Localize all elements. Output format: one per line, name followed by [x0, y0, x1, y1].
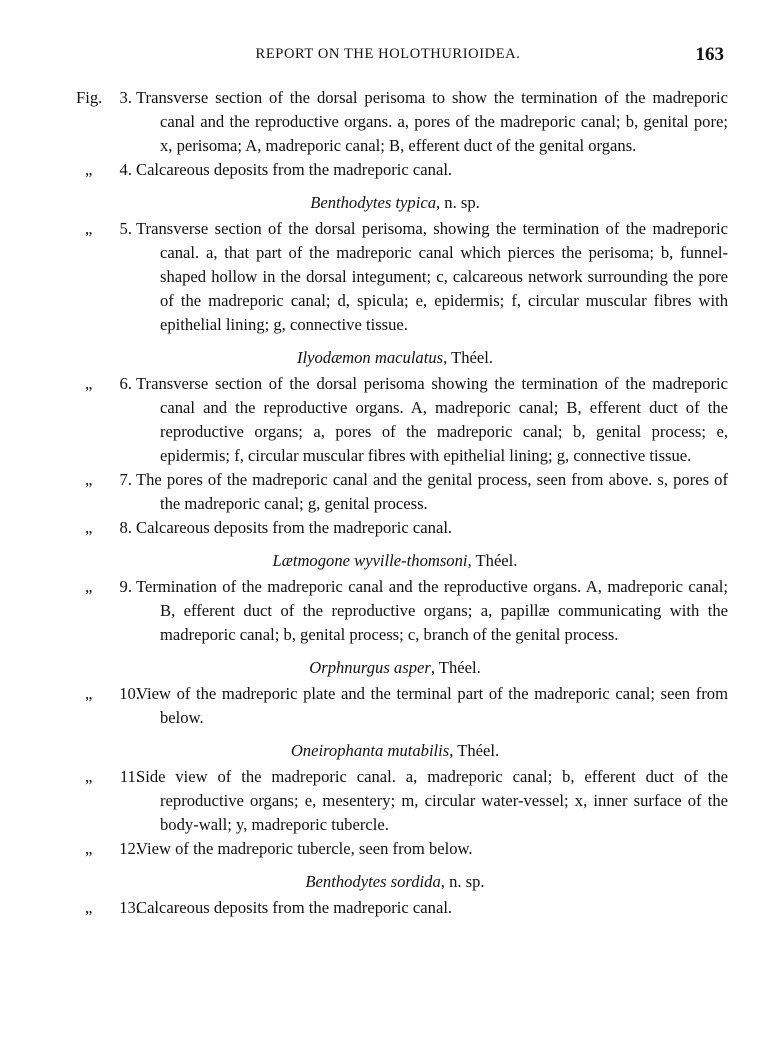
caption-text: The pores of the madreporic canal and the genital process, seen from above. s, pores of the madreporic canal; g, genital process.	[136, 470, 728, 513]
caption-number: 7.	[119, 470, 132, 489]
caption-entry	[0, 516, 728, 540]
caption-entry	[0, 575, 728, 647]
species-heading	[0, 739, 776, 763]
ditto-mark: „	[85, 839, 93, 858]
ditto-mark: „	[85, 518, 93, 537]
caption-entry	[0, 86, 728, 158]
caption-entry	[0, 217, 728, 337]
caption-number: 10.	[119, 684, 140, 703]
species-author: , n. sp.	[436, 193, 480, 212]
caption-text: Calcareous deposits from the madreporic canal.	[136, 160, 453, 179]
ditto-mark: „	[85, 577, 93, 596]
caption-text: Calcareous deposits from the madreporic canal.	[136, 518, 453, 537]
ditto-mark: „	[85, 767, 93, 786]
species-heading	[0, 870, 776, 894]
ditto-mark: „	[85, 684, 93, 703]
caption-text: Termination of the madreporic canal and the reproductive organs. A, madreporic canal; B, efferent duct of the reproductive organs; a, papillæ communicating with the madreporic canal; b, genital process; c, branch of the genital process.	[136, 577, 728, 644]
caption-entry	[0, 896, 728, 920]
ditto-mark: „	[85, 898, 93, 917]
ditto-mark: „	[85, 374, 93, 393]
caption-number: 9.	[119, 577, 132, 596]
caption-text: View of the madreporic tubercle, seen from below.	[136, 839, 473, 858]
caption-text: Side view of the madreporic canal. a, madreporic canal; b, efferent duct of the reproductive organs; e, mesentery; m, circular water-vessel; x, inner surface of the body-wall; y, madreporic tubercle.	[136, 767, 728, 834]
page-number: 163	[695, 44, 724, 65]
species-author: , Théel.	[430, 658, 481, 677]
species-author: , Théel.	[443, 348, 494, 367]
caption-text: Transverse section of the dorsal perisoma, showing the termination of the madreporic canal. a, that part of the madreporic canal which pierces the perisoma; b, funnel-shaped hollow in the dorsal integument; c, calcareous network surrounding the pore of the madreporic canal; d, spicula; e, epidermis; f, circular muscular fibres with epithelial lining; g, connective tissue.	[136, 219, 728, 334]
running-title: REPORT ON THE HOLOTHURIOIDEA.	[255, 46, 521, 62]
caption-text: Transverse section of the dorsal perisoma to show the termination of the madreporic canal and the reproductive organs. a, pores of the madreporic canal; b, genital pore; x, perisoma; A, madreporic canal; B, efferent duct of the genital organs.	[136, 88, 728, 155]
caption-number: 5.	[119, 219, 132, 238]
species-author: , n. sp.	[440, 872, 485, 891]
species-heading	[0, 549, 776, 573]
caption-number: 8.	[119, 518, 132, 537]
caption-entry	[0, 468, 728, 516]
caption-text: Transverse section of the dorsal perisoma showing the termination of the madreporic canal and the reproductive organs. A, madreporic canal; B, efferent duct of the reproductive organs; a, pores of the madreporic canal; b, genital process; e, epidermis; f, circular muscular fibres with epithelial lining; g, connective tissue.	[136, 374, 728, 465]
species-name: Ilyodæmon maculatus	[296, 348, 444, 367]
caption-number: 3.	[119, 88, 132, 107]
species-heading	[0, 656, 776, 680]
caption-text: Calcareous deposits from the madreporic canal.	[136, 898, 453, 917]
species-name: Oneirophanta mutabilis	[290, 741, 450, 760]
ditto-mark: „	[85, 160, 93, 179]
species-name: Benthodytes sordida	[305, 872, 441, 891]
species-name: Lætmogone wyville-thomsoni	[272, 551, 468, 570]
ditto-mark: „	[85, 470, 93, 489]
species-name: Orphnurgus asper	[309, 658, 431, 677]
figure-captions	[0, 86, 776, 920]
species-author: , Théel.	[467, 551, 518, 570]
species-name: Benthodytes typica	[310, 193, 436, 212]
species-heading	[0, 346, 776, 370]
caption-entry	[0, 372, 728, 468]
caption-entry	[0, 765, 728, 837]
caption-number: 4.	[119, 160, 132, 179]
ditto-mark: „	[85, 219, 93, 238]
caption-number: 12.	[119, 839, 140, 858]
caption-entry	[0, 158, 728, 182]
caption-entry	[0, 682, 728, 730]
caption-number: 11.	[119, 767, 140, 786]
caption-number: 6.	[119, 374, 132, 393]
fig-label: Fig.	[76, 88, 103, 107]
caption-entry	[0, 837, 728, 861]
caption-text: View of the madreporic plate and the terminal part of the madreporic canal; seen from below.	[136, 684, 728, 727]
species-author: , Théel.	[449, 741, 500, 760]
caption-number: 13.	[119, 898, 140, 917]
species-heading	[0, 191, 776, 215]
running-header	[0, 44, 776, 68]
